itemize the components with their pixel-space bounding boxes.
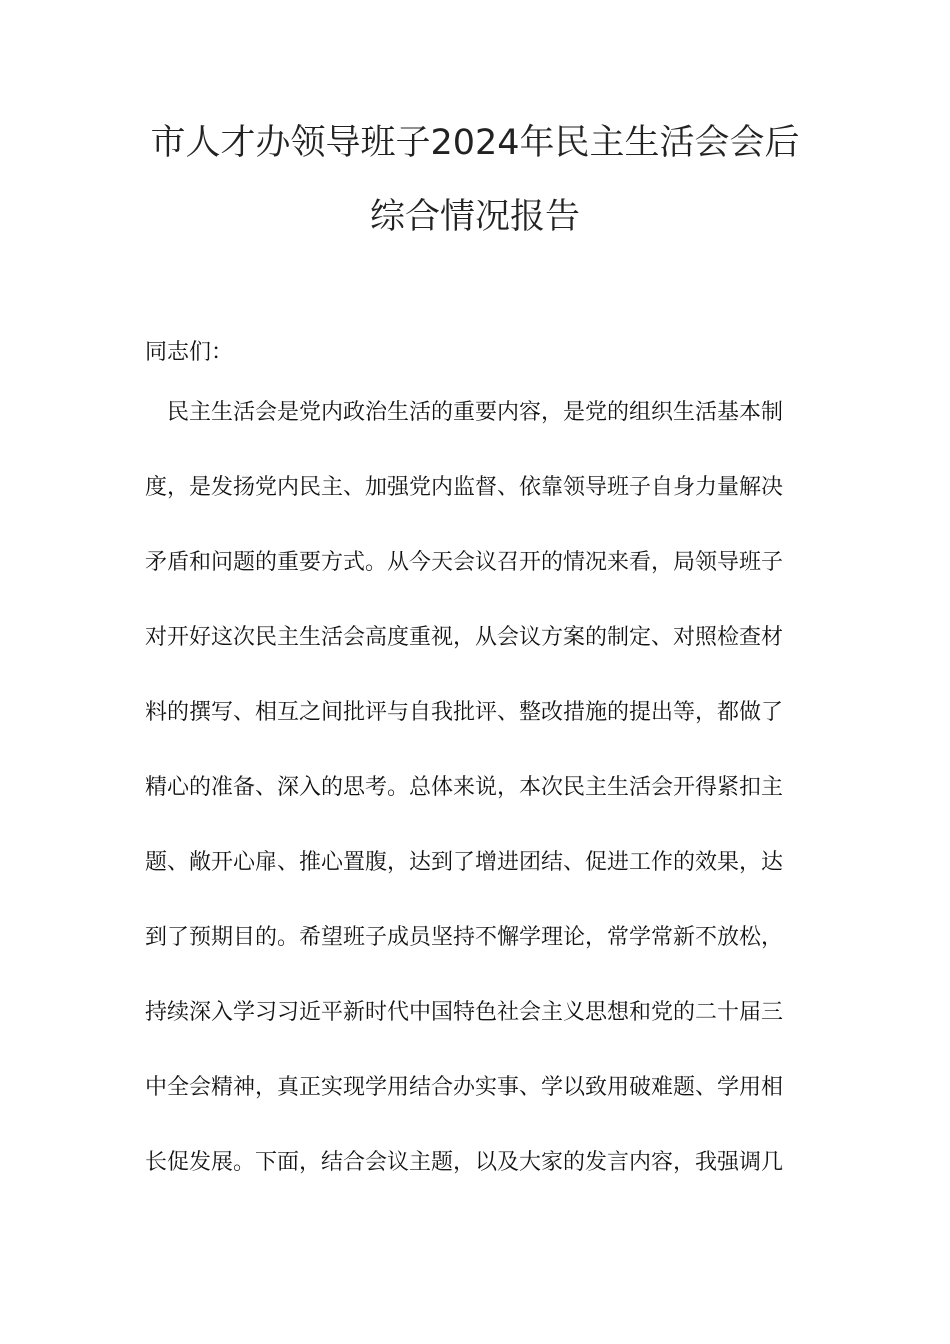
body-line: 持续深入学习习近平新时代中国特色社会主义思想和党的二十届三 [145, 1000, 784, 1025]
body-line: 精心的准备、深入的思考。总体来说，本次民主生活会开得紧扣主 [145, 775, 784, 800]
body-line: 矛盾和问题的重要方式。从今天会议召开的情况来看，局领导班子 [145, 550, 784, 575]
body-line: 中全会精神，真正实现学用结合办实事、学以致用破难题、学用相 [145, 1075, 784, 1100]
body-line: 料的撰写、相互之间批评与自我批评、整改措施的提出等，都做了 [145, 700, 784, 725]
body-line: 长促发展。下面，结合会议主题，以及大家的发言内容，我强调几 [145, 1150, 784, 1175]
document-title-line-2: 综合情况报告 [369, 197, 580, 237]
body-line: 对开好这次民主生活会高度重视，从会议方案的制定、对照检查材 [145, 625, 784, 650]
body-line: 到了预期目的。希望班子成员坚持不懈学理论，常学常新不放松， [145, 925, 784, 950]
salutation: 同志们： [145, 340, 234, 365]
body-line: 题、敞开心扉、推心置腹，达到了增进团结、促进工作的效果，达 [145, 850, 784, 875]
body-line: 度，是发扬党内民主、加强党内监督、依靠领导班子自身力量解决 [145, 475, 784, 500]
body-line: 民主生活会是党内政治生活的重要内容，是党的组织生活基本制 [145, 400, 784, 425]
document-title-line-1: 市人才办领导班子2024年民主生活会会后 [150, 123, 800, 163]
